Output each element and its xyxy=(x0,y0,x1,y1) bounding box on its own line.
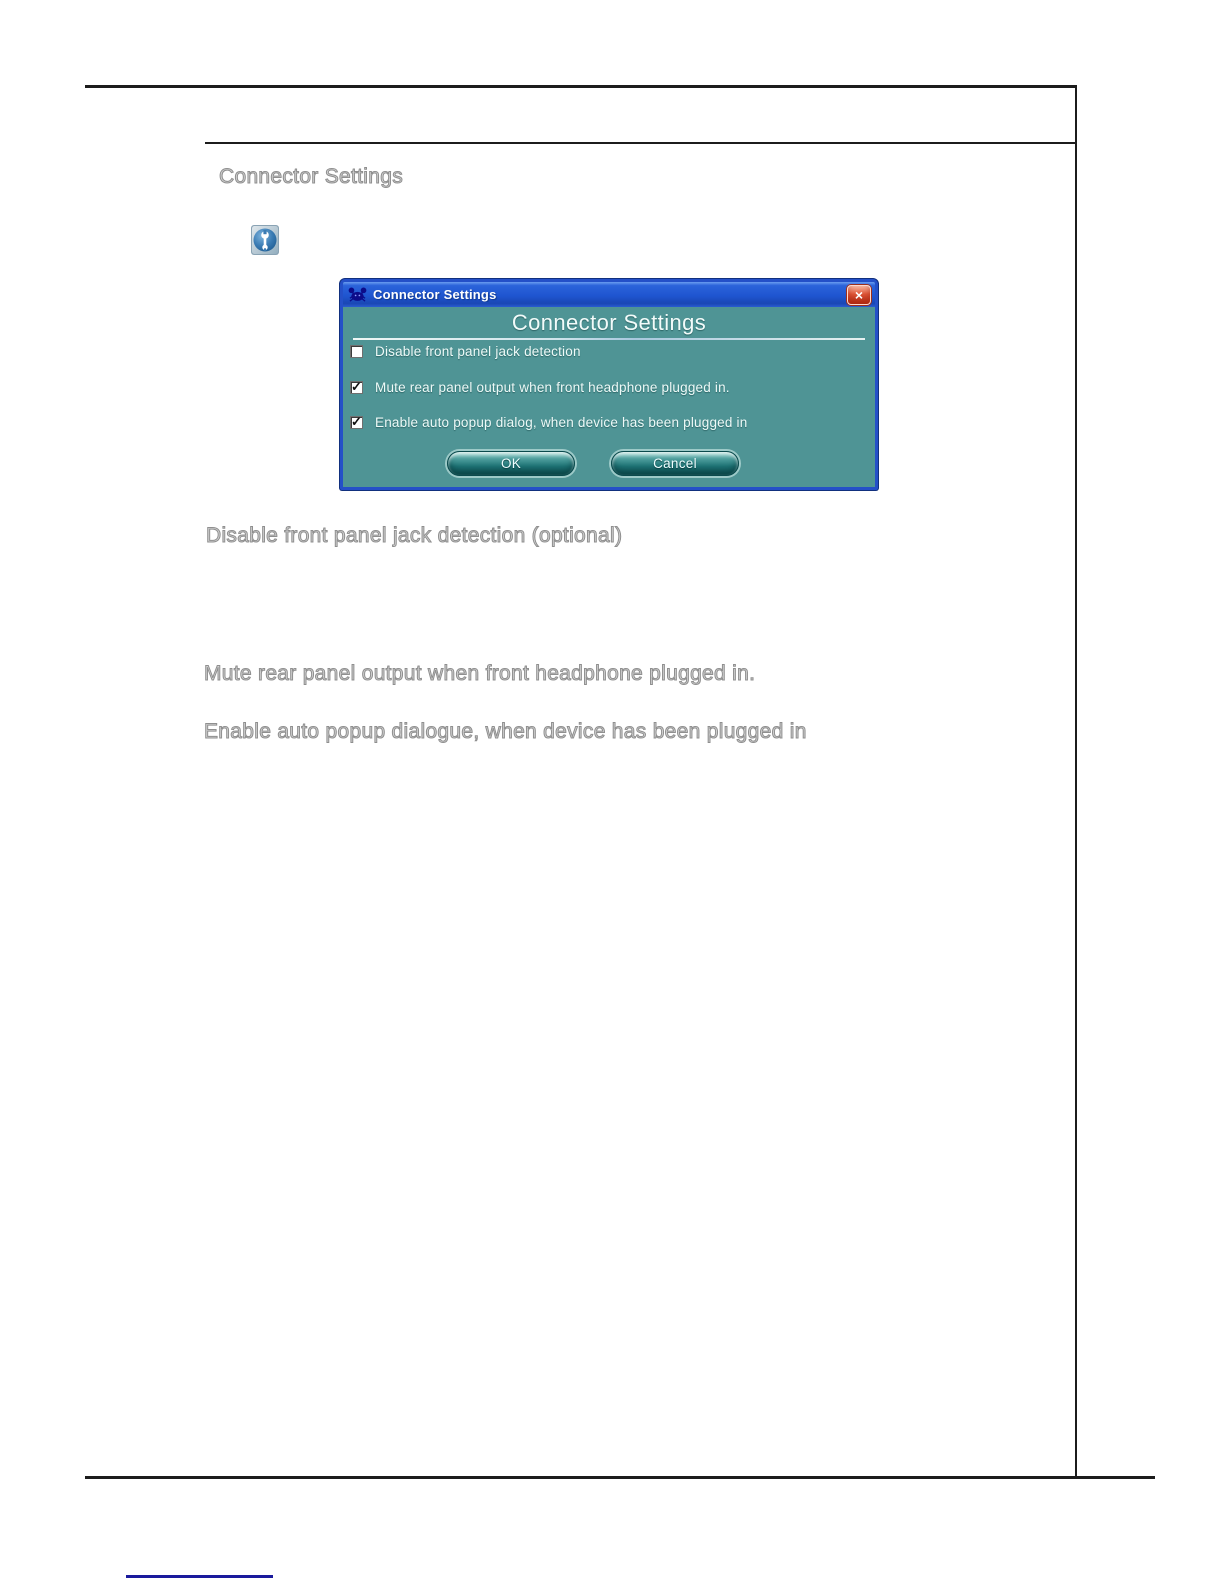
subheading-enable-auto-popup: Enable auto popup dialogue, when device has been plugged in xyxy=(204,720,807,743)
dialog-title: Connector Settings xyxy=(373,287,497,302)
checkbox-label-jack-detection: Disable front panel jack detection xyxy=(375,344,581,359)
checkbox-row-jack-detection xyxy=(350,344,581,359)
page-header-rule xyxy=(205,142,1076,144)
checkbox-label-mute-rear: Mute rear panel output when front headphone plugged in. xyxy=(375,380,730,395)
page-bottom-rule xyxy=(85,1476,1155,1479)
heading-separator xyxy=(353,338,865,340)
checkbox-label-auto-popup: Enable auto popup dialog, when device has been plugged in xyxy=(375,415,748,430)
dialog-body xyxy=(343,307,875,487)
close-button[interactable] xyxy=(847,285,871,305)
footer-link-underline[interactable] xyxy=(126,1575,273,1578)
ok-button[interactable]: OK xyxy=(447,451,575,476)
connector-settings-tool-button[interactable] xyxy=(251,225,279,255)
checkbox-row-mute-rear xyxy=(350,380,730,395)
subheading-mute-rear-panel: Mute rear panel output when front headphone plugged in. xyxy=(204,662,756,685)
subheading-disable-jack-detection: Disable front panel jack detection (optional) xyxy=(206,524,623,547)
close-icon: × xyxy=(854,286,864,303)
section-title: Connector Settings xyxy=(219,165,404,188)
page-right-border xyxy=(1075,85,1077,1479)
realtek-crab-icon xyxy=(348,286,367,303)
dialog-heading: Connector Settings xyxy=(511,310,707,335)
page-top-rule xyxy=(85,85,1076,88)
checkbox-enable-auto-popup[interactable] xyxy=(350,416,363,429)
connector-settings-dialog xyxy=(340,279,878,490)
checkbox-row-auto-popup xyxy=(350,415,747,430)
checkbox-disable-jack-detection[interactable] xyxy=(350,345,363,358)
checkbox-mute-rear-panel[interactable] xyxy=(350,381,363,394)
wrench-icon xyxy=(251,225,279,255)
cancel-button[interactable]: Cancel xyxy=(611,451,739,476)
dialog-titlebar[interactable] xyxy=(343,282,875,307)
